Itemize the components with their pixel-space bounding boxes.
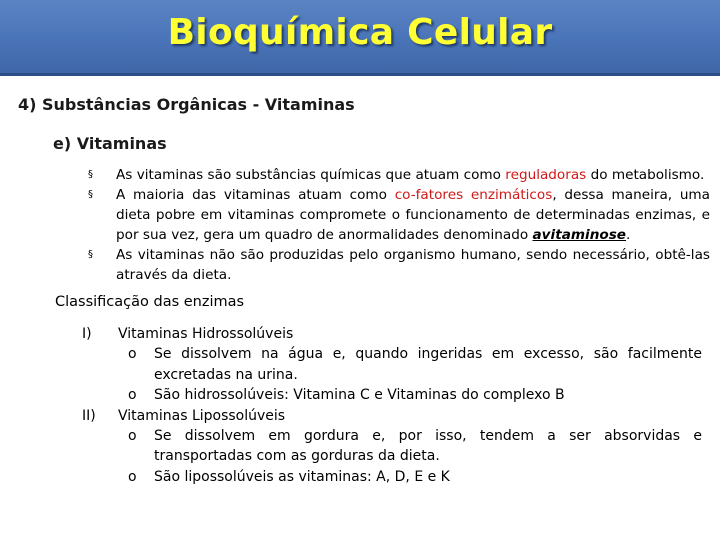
sub-item-text: São hidrossolúveis: Vitamina C e Vitaminas do complexo B bbox=[154, 387, 565, 403]
section-heading: 4) Substâncias Orgânicas - Vitaminas bbox=[18, 95, 355, 114]
classification-heading: Classificação das enzimas bbox=[55, 294, 245, 310]
group-title: Vitaminas Lipossolúveis bbox=[118, 407, 286, 424]
bullet-item bbox=[88, 185, 710, 245]
sub-item bbox=[128, 467, 702, 488]
group-items bbox=[128, 344, 702, 406]
classification-group bbox=[82, 406, 702, 426]
circle-bullet-icon: o bbox=[128, 346, 137, 362]
circle-bullet-icon: o bbox=[128, 387, 137, 403]
highlight-text: co-fatores enzimáticos bbox=[394, 187, 553, 203]
group-number: II) bbox=[82, 407, 96, 424]
bullet-text: , dessa maneira, uma dieta pobre em vitaminas compromete o funcionamento de determinadas enzimas, e por sua vez, gera um quadro de anormalidades denominado bbox=[116, 187, 711, 243]
sub-item-text: Se dissolvem em gordura e, por isso, tendem a ser absorvidas e transportadas com as gorduras da dieta. bbox=[154, 427, 702, 464]
group-items bbox=[128, 426, 702, 488]
bullet-text: do metabolismo. bbox=[586, 167, 705, 183]
circle-bullet-icon: o bbox=[128, 427, 137, 444]
bullet-text: . bbox=[626, 227, 631, 243]
title-bar bbox=[0, 0, 720, 76]
highlight-text: reguladoras bbox=[505, 167, 587, 183]
sub-item-text: Se dissolvem na água e, quando ingeridas em excesso, são facilmente excretadas na urina. bbox=[154, 346, 702, 383]
group-number: I) bbox=[82, 326, 92, 342]
sub-item bbox=[128, 385, 702, 406]
sub-item-text: São lipossolúveis as vitaminas: A, D, E e K bbox=[154, 468, 450, 485]
group-title: Vitaminas Hidrossolúveis bbox=[118, 326, 294, 342]
vitamin-bullet-list bbox=[88, 165, 710, 285]
sub-item bbox=[128, 426, 702, 467]
bullet-text: A maioria das vitaminas atuam como bbox=[116, 187, 395, 203]
circle-bullet-icon: o bbox=[128, 468, 137, 485]
emphasis-term: avitaminose bbox=[532, 227, 627, 243]
bullet-text: As vitaminas não são produzidas pelo organismo humano, sendo necessário, obtê-las através da dieta. bbox=[116, 247, 710, 283]
bullet-item bbox=[88, 165, 710, 185]
classification-group bbox=[82, 324, 702, 344]
bullet-text: As vitaminas são substâncias químicas que atuam como bbox=[116, 167, 506, 183]
subsection-heading: e) Vitaminas bbox=[53, 134, 167, 153]
bullet-item bbox=[88, 245, 710, 285]
slide-title: Bioquímica Celular bbox=[167, 12, 553, 53]
classification-list bbox=[82, 324, 702, 487]
sub-item bbox=[128, 344, 702, 385]
square-bullet-icon: § bbox=[88, 189, 93, 200]
square-bullet-icon: § bbox=[88, 249, 93, 260]
square-bullet-icon: § bbox=[88, 169, 93, 180]
